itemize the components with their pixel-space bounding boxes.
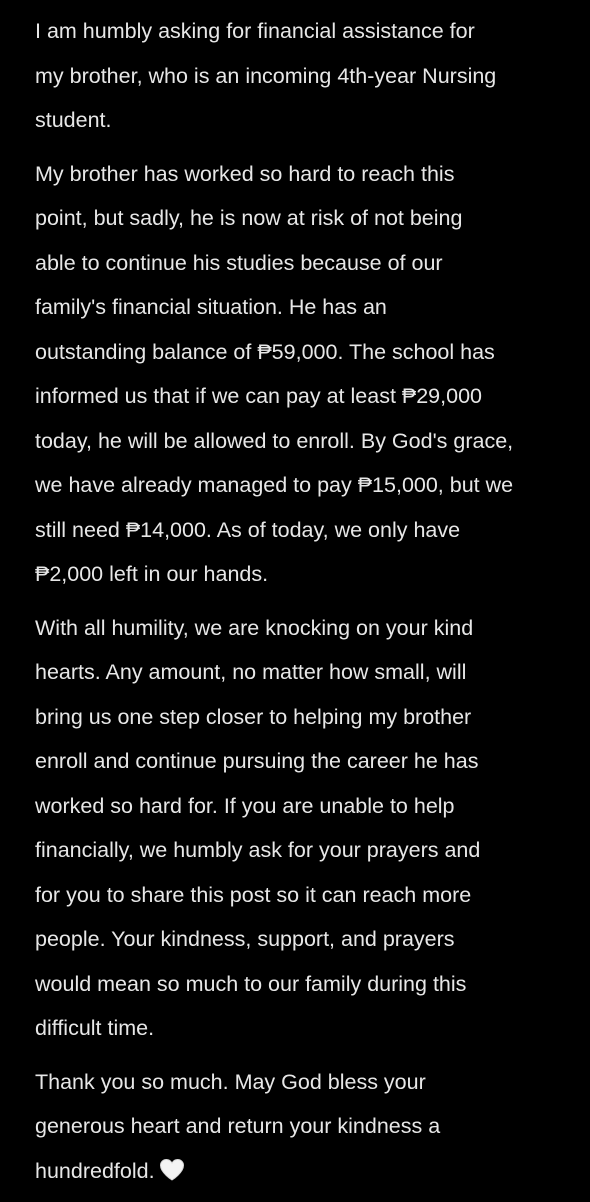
text-line: my brother, who is an incoming 4th-year Nursing [35, 63, 497, 88]
text-line: My brother has worked so hard to reach this [35, 161, 455, 186]
text-line: Thank you so much. May God bless your [35, 1069, 426, 1094]
text-line: informed us that if we can pay at least ₱29,000 [35, 384, 482, 408]
paragraph-appeal [35, 606, 583, 1051]
text-line: able to continue his studies because of our [35, 250, 443, 275]
text-line: would mean so much to our family during this [35, 971, 467, 996]
text-line: today, he will be allowed to enroll. By God's grace, [35, 428, 514, 453]
text-line: student. [35, 108, 112, 132]
text-line-closing [35, 1149, 583, 1194]
paragraph-situation [35, 152, 583, 597]
paragraph-thanks [35, 1060, 583, 1194]
text-line: With all humility, we are knocking on your kind [35, 615, 474, 640]
post-body [35, 9, 583, 1202]
text-line: still need ₱14,000. As of today, we only have [35, 517, 461, 542]
text-line: difficult time. [35, 1016, 155, 1040]
text-line: family's financial situation. He has an [35, 295, 387, 319]
text-line: for you to share this post so it can reach more [35, 882, 472, 907]
text-line: bring us one step closer to helping my brother [35, 704, 472, 729]
text-line: I am humbly asking for financial assistance for [35, 19, 475, 43]
text-line: hearts. Any amount, no matter how small, will [35, 660, 467, 684]
text-line: financially, we humbly ask for your prayers and [35, 838, 481, 862]
text-line: point, but sadly, he is now at risk of not being [35, 206, 463, 230]
paragraph-request [35, 9, 583, 143]
text-line: worked so hard for. If you are unable to help [35, 793, 455, 818]
closing-text: hundredfold. [35, 1158, 155, 1183]
text-line: enroll and continue pursuing the career he has [35, 749, 479, 773]
text-line: people. Your kindness, support, and prayers [35, 927, 455, 951]
text-line: we have already managed to pay ₱15,000, but we [35, 473, 514, 497]
text-line: ₱2,000 left in our hands. [35, 562, 269, 586]
white-heart-icon [159, 1153, 185, 1177]
text-line: generous heart and return your kindness a [35, 1114, 441, 1138]
text-line: outstanding balance of ₱59,000. The school has [35, 339, 495, 364]
